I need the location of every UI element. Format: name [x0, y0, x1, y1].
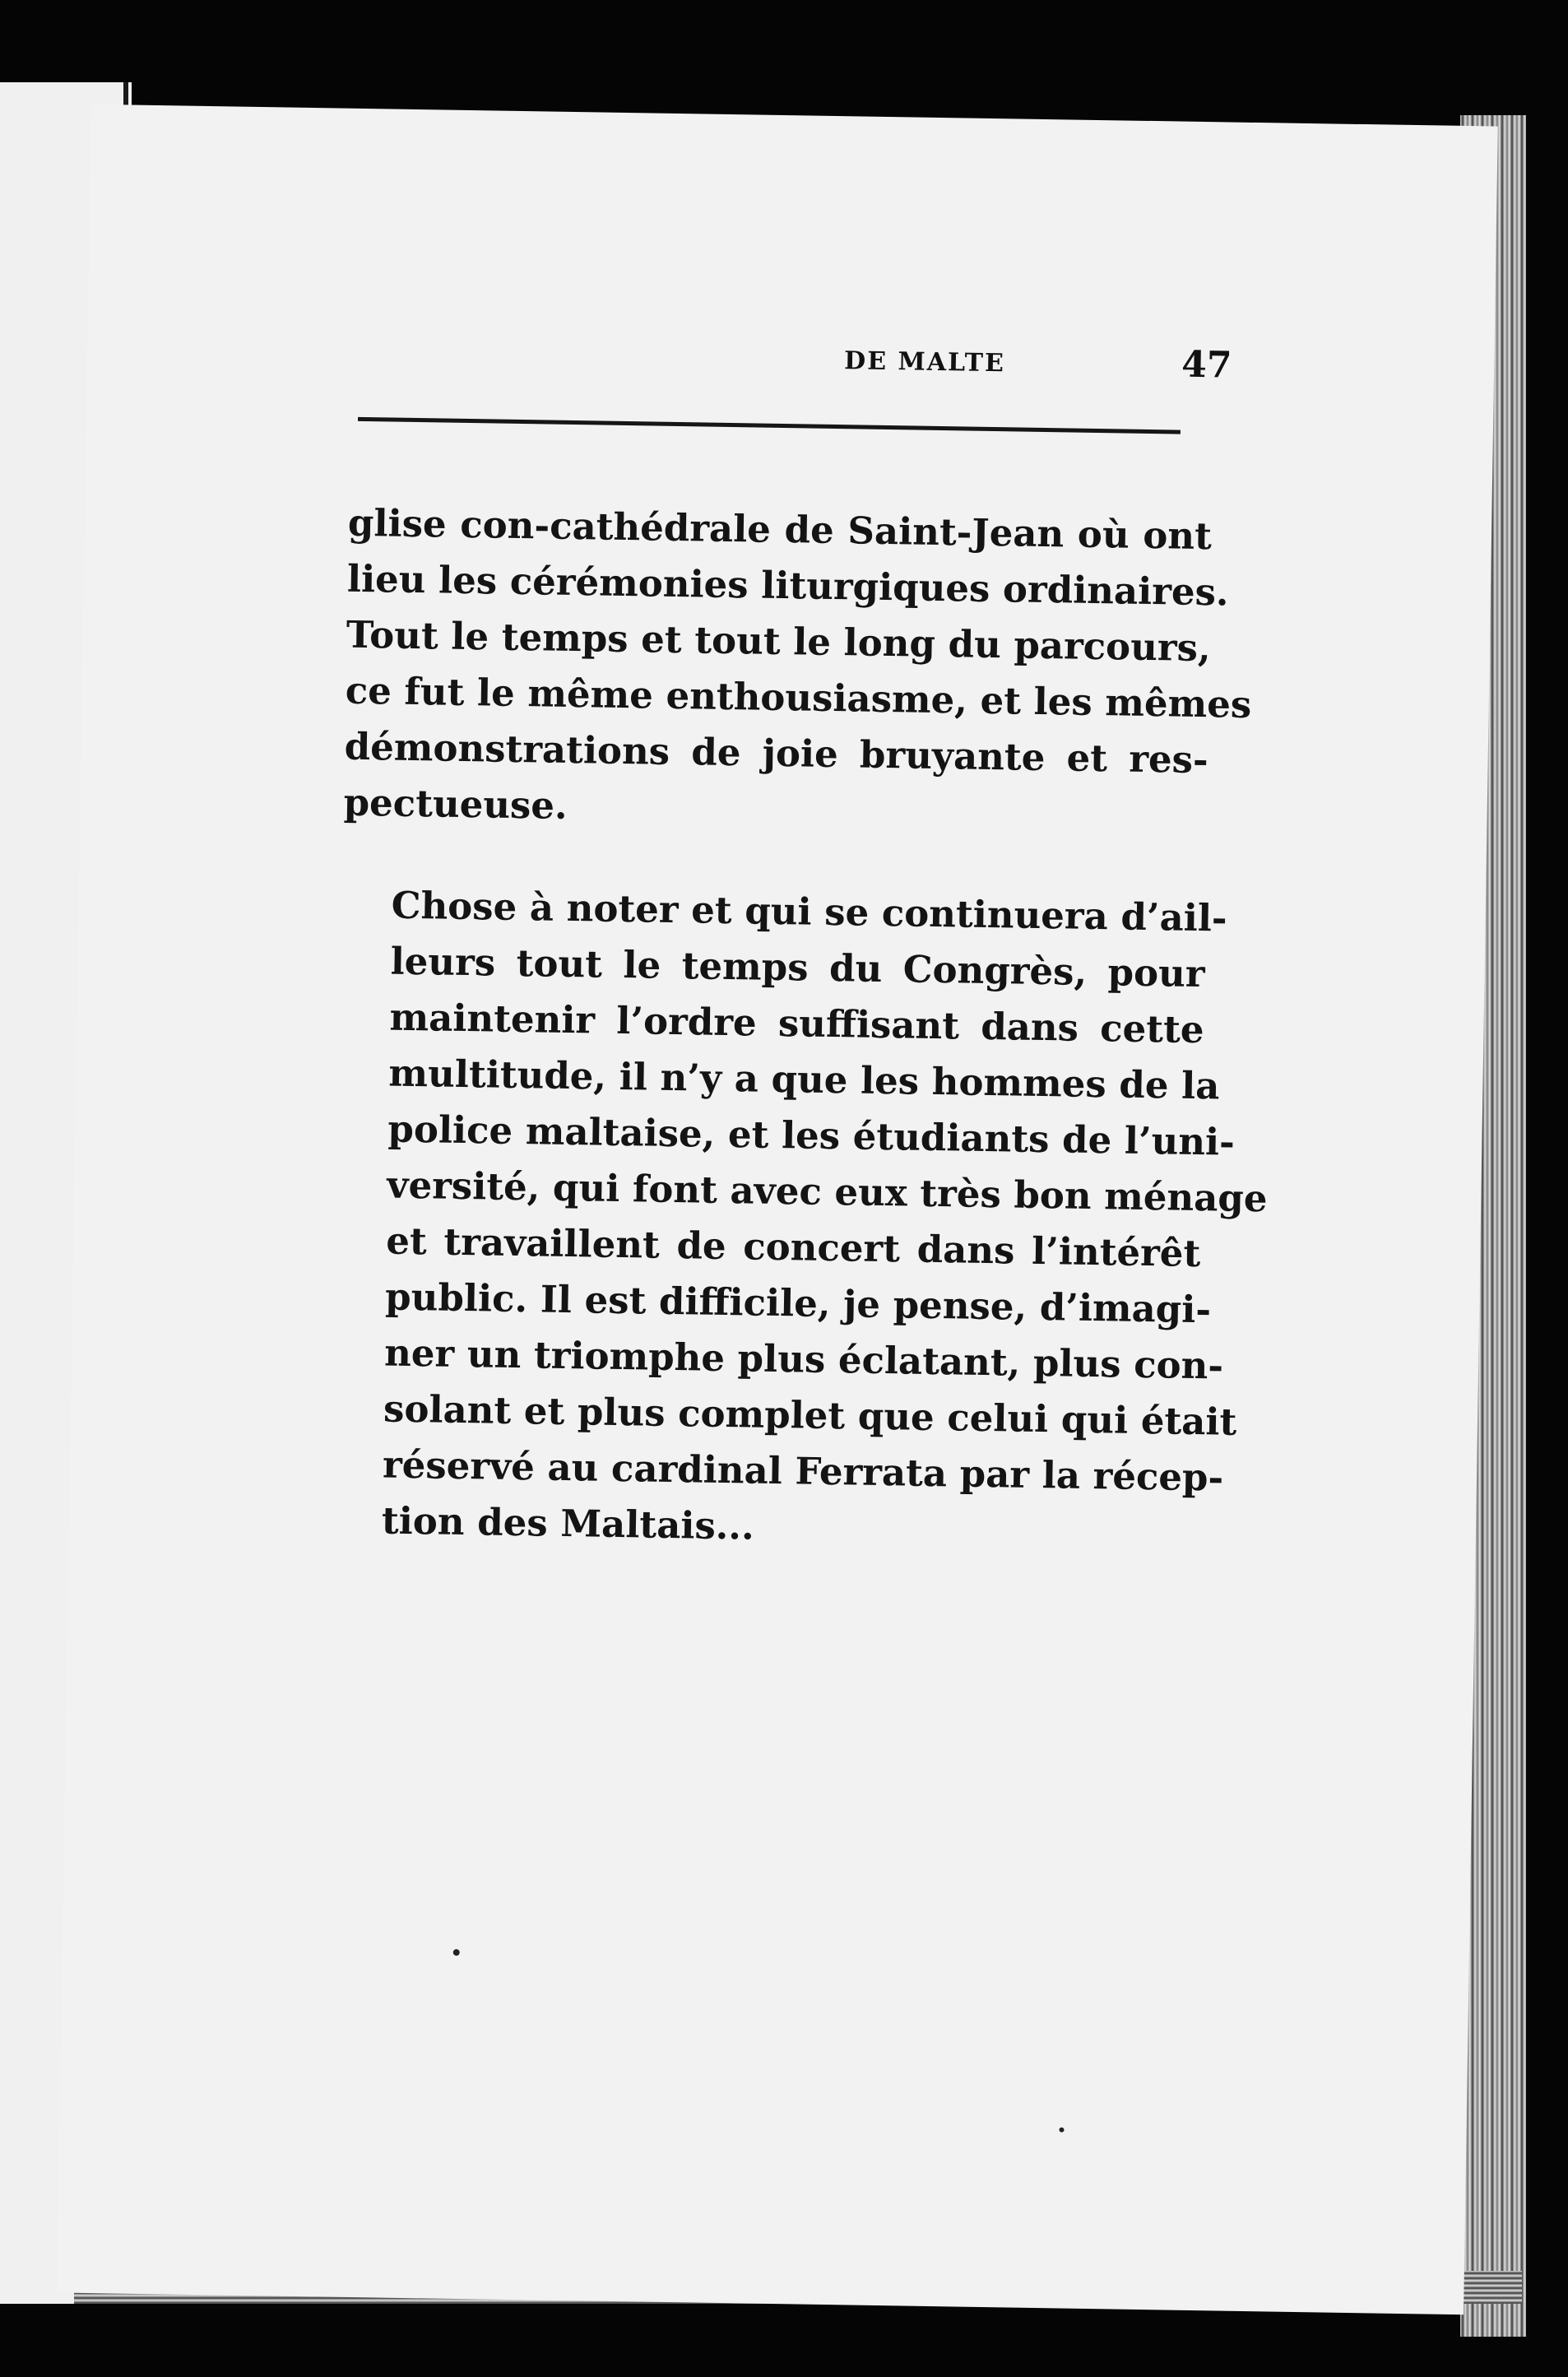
body-text [332, 495, 1268, 1562]
text-line: public. Il est difficile, je pense, d’imagi- [384, 1274, 1212, 1332]
text-line: Tout le temps et tout le long du parcours, [346, 612, 1212, 671]
running-title: DE MALTE [843, 346, 1006, 378]
text-line: Chose à noter et qui se continuera d’ail- [391, 883, 1227, 940]
text-line: versité, qui font avec eux très bon ménage [386, 1163, 1268, 1221]
text-line: pectueuse. [343, 780, 568, 828]
text-line: ner un triomphe plus éclatant, plus con- [383, 1330, 1224, 1388]
header-rule [358, 417, 1181, 434]
page-number: 47 [1181, 343, 1232, 387]
text-line: démonstrations de joie bruyante et res- [344, 724, 1209, 782]
text-line: et travaillent de concert dans l’intérêt [385, 1219, 1201, 1276]
text-line: glise con-cathédrale de Saint-Jean où ont [347, 500, 1213, 559]
text-line: police maltaise, et les étudiants de l’uni- [387, 1107, 1236, 1164]
text-line: solant et plus complet que celui qui était [383, 1386, 1237, 1444]
ink-speck [1059, 2128, 1064, 2133]
text-line: tion des Maltais... [381, 1498, 755, 1548]
ink-speck [453, 1949, 460, 1956]
paragraph-1 [343, 495, 1252, 844]
text-line: réservé au cardinal Ferrata par la récep- [382, 1442, 1224, 1500]
text-line: ce fut le même enthousiasme, et les mêmes [345, 668, 1252, 727]
text-line: lieu les cérémonies liturgiques ordinaires. [346, 556, 1230, 615]
text-line: multitude, il n’y a que les hommes de la [388, 1051, 1220, 1108]
text-line: leurs tout le temps du Congrès, pour [390, 939, 1205, 996]
page-header [358, 331, 1264, 411]
book-page [57, 104, 1498, 2315]
paragraph-2 [332, 877, 1268, 1562]
text-line: maintenir l’ordre suffisant dans cette [389, 995, 1204, 1052]
